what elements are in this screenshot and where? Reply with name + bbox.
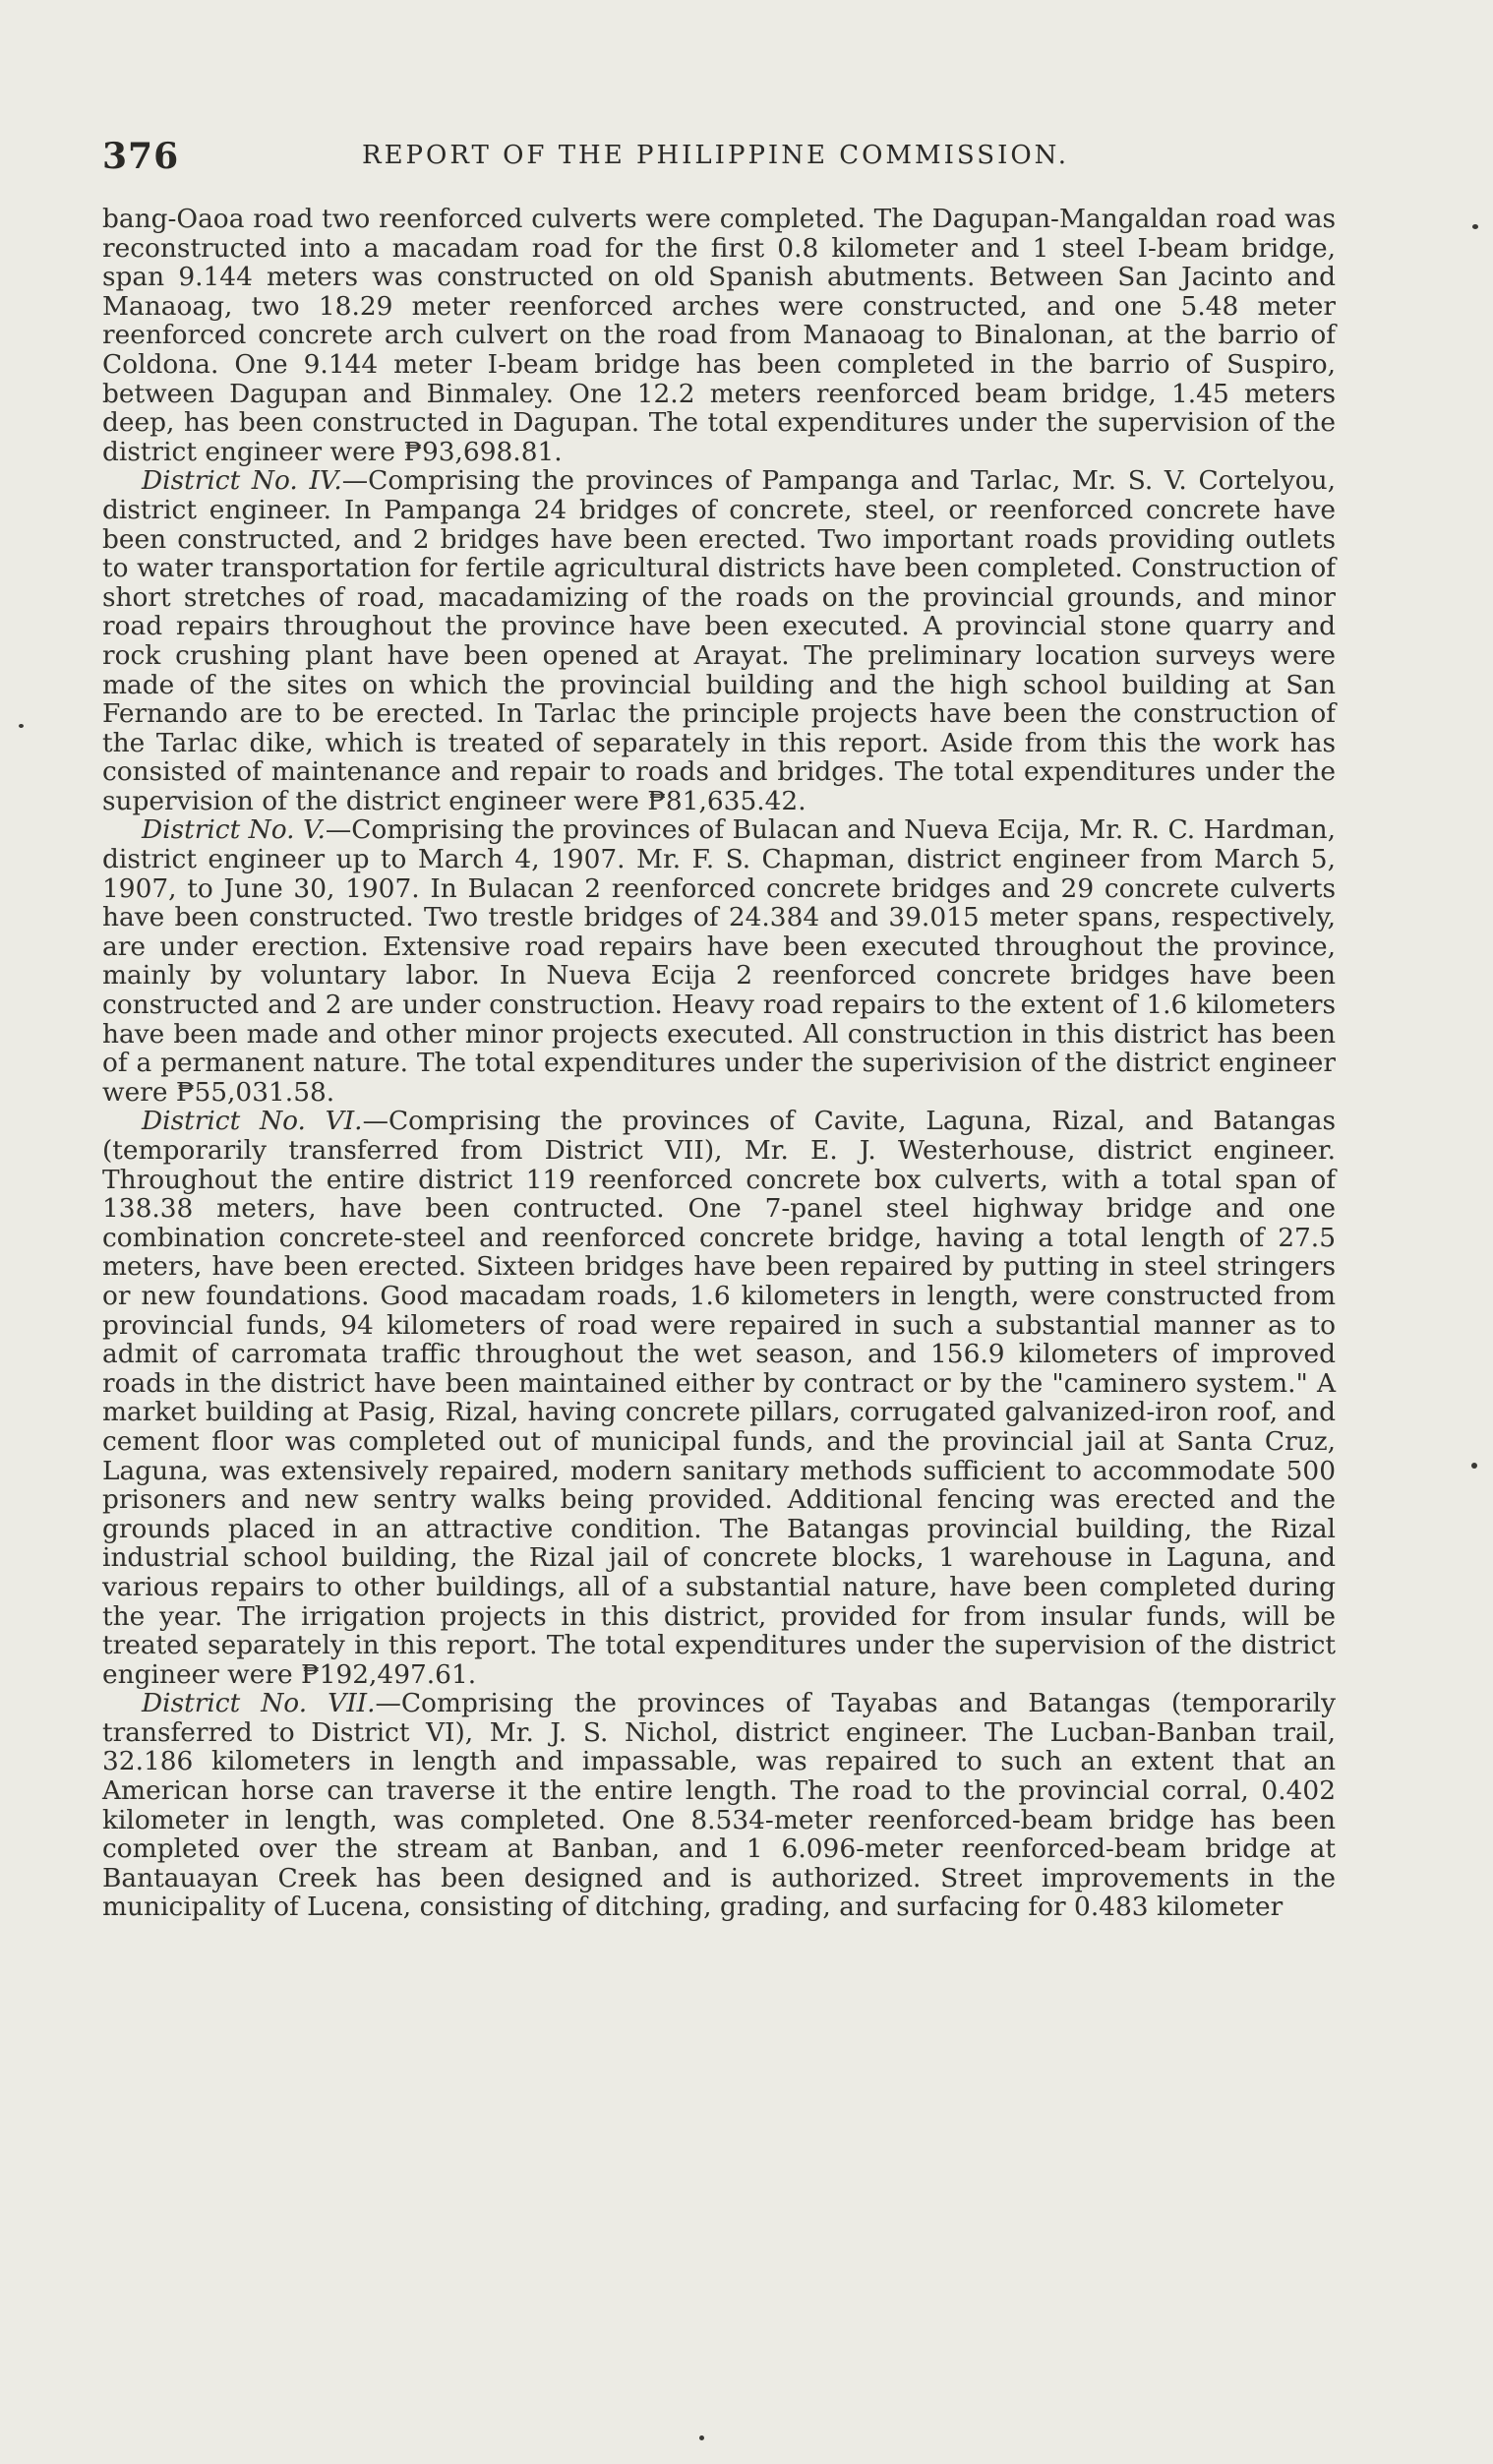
district-heading: District No. IV. bbox=[142, 465, 342, 497]
paragraph-continuation bbox=[102, 205, 1336, 466]
paragraph-text: bang-Oaoa road two reenforced culverts were completed. The Dagupan-Mangaldan road was reconstructed into a macadam road for the first 0.8 kilometer and 1 steel I-beam bridge, span 9.144 meters was constructed on old Spanish abutments. Between San Jacinto and Manaoag, two 18.29 meter reenforced arches were constructed, and one 5.48 meter reenforced concrete arch culvert on the road from Manaoag to Binalonan, at the barrio of Coldona. One 9.144 meter I-beam bridge has been completed in the barrio of Suspiro, between Dagupan and Binmaley. One 12.2 meters reenforced beam bridge, 1.45 meters deep, has been constructed in Dagupan. The total expenditures under the supervision of the district engineer were ₱93,698.81. bbox=[102, 204, 1336, 467]
scan-speck bbox=[699, 2435, 704, 2440]
paragraph-district-v bbox=[102, 815, 1336, 1107]
paragraph-text: —Comprising the provinces of Pampanga and Tarlac, Mr. S. V. Cortelyou, district engineer. In Pampanga 24 bridges of concrete, steel, or reenforced concrete have been constructed, and 2 bridges have been erected. Two important roads providing outlets to water transportation for fertile agricultural districts have been completed. Construction of short stretches of road, macadamizing of the roads on the provincial grounds, and minor road repairs throughout the province have been executed. A provincial stone quarry and rock crushing plant have been opened at Arayat. The preliminary location surveys were made of the sites on which the provincial building and the high school building at San Fernando are to be erected. In Tarlac the principle projects have been the construction of the Tarlac dike, which is treated of separately in this report. Aside from this the work has consisted of maintenance and repair to roads and bridges. The total expenditures under the supervision of the district engineer were ₱81,635.42. bbox=[102, 465, 1336, 816]
body-text bbox=[102, 205, 1336, 1922]
page-number: 376 bbox=[102, 136, 180, 177]
scan-speck bbox=[1472, 224, 1478, 229]
paragraph-text: —Comprising the provinces of Cavite, Laguna, Rizal, and Batangas (temporarily transferred from District VII), Mr. E. J. Westerhouse, district engineer. Throughout the entire district 119 reenforced concrete box culverts, with a total span of 138.38 meters, have been contructed. One 7-panel steel highway bridge and one combination concrete-steel and reenforced concrete bridge, having a total length of 27.5 meters, have been erected. Sixteen bridges have been repaired by putting in steel stringers or new foundations. Good macadam roads, 1.6 kilometers in length, were constructed from provincial funds, 94 kilometers of road were repaired in such a substantial manner as to admit of carromata traffic throughout the wet season, and 156.9 kilometers of improved roads in the district have been maintained either by contract or by the "caminero system." A market building at Pasig, Rizal, having concrete pillars, corrugated galvanized-iron roof, and cement floor was completed out of municipal funds, and the provincial jail at Santa Cruz, Laguna, was extensively repaired, modern sanitary methods sufficient to accommodate 500 prisoners and new sentry walks being provided. Additional fencing was erected and the grounds placed in an attractive condition. The Batangas provincial building, the Rizal industrial school building, the Rizal jail of concrete blocks, 1 warehouse in Laguna, and various repairs to other buildings, all of a substantial nature, have been completed during the year. The irrigation projects in this district, provided for from insular funds, will be treated separately in this report. The total expenditures under the supervision of the district engineer were ₱192,497.61. bbox=[102, 1106, 1336, 1690]
paragraph-text: —Comprising the provinces of Tayabas and Batangas (temporarily transferred to District VI), Mr. J. S. Nichol, district engineer. The Lucban-Banban trail, 32.186 kilometers in length and impassable, was repaired to such an extent that an American horse can traverse it the entire length. The road to the provincial corral, 0.402 kilometer in length, was completed. One 8.534-meter reenforced-beam bridge has been completed over the stream at Banban, and 1 6.096-meter reenforced-beam bridge at Bantauayan Creek has been designed and is authorized. Street improvements in the municipality of Lucena, consisting of ditching, grading, and surfacing for 0.483 kilometer bbox=[102, 1688, 1337, 1923]
district-heading: District No. V. bbox=[142, 814, 326, 846]
running-head: REPORT OF THE PHILIPPINE COMMISSION. bbox=[362, 141, 1070, 170]
paragraph-text: —Comprising the provinces of Bulacan and Nueva Ecija, Mr. R. C. Hardman, district engineer up to March 4, 1907. Mr. F. S. Chapman, district engineer from March 5, 1907, to June 30, 1907. In Bulacan 2 reenforced concrete bridges and 29 concrete culverts have been constructed. Two trestle bridges of 24.384 and 39.015 meter spans, respectively, are under erection. Extensive road repairs have been executed throughout the province, mainly by voluntary labor. In Nueva Ecija 2 reenforced concrete bridges have been constructed and 2 are under construction. Heavy road repairs to the extent of 1.6 kilometers have been made and other minor projects executed. All construction in this district has been of a permanent nature. The total expenditures under the superivision of the district engineer were ₱55,031.58. bbox=[102, 814, 1336, 1108]
scan-speck bbox=[19, 724, 24, 728]
paragraph-district-vi bbox=[102, 1107, 1336, 1689]
district-heading: District No. VII. bbox=[142, 1688, 376, 1719]
paragraph-district-iv bbox=[102, 466, 1336, 815]
paragraph-district-vii bbox=[102, 1689, 1336, 1922]
district-heading: District No. VI. bbox=[142, 1106, 363, 1137]
scan-speck bbox=[1471, 1463, 1477, 1469]
